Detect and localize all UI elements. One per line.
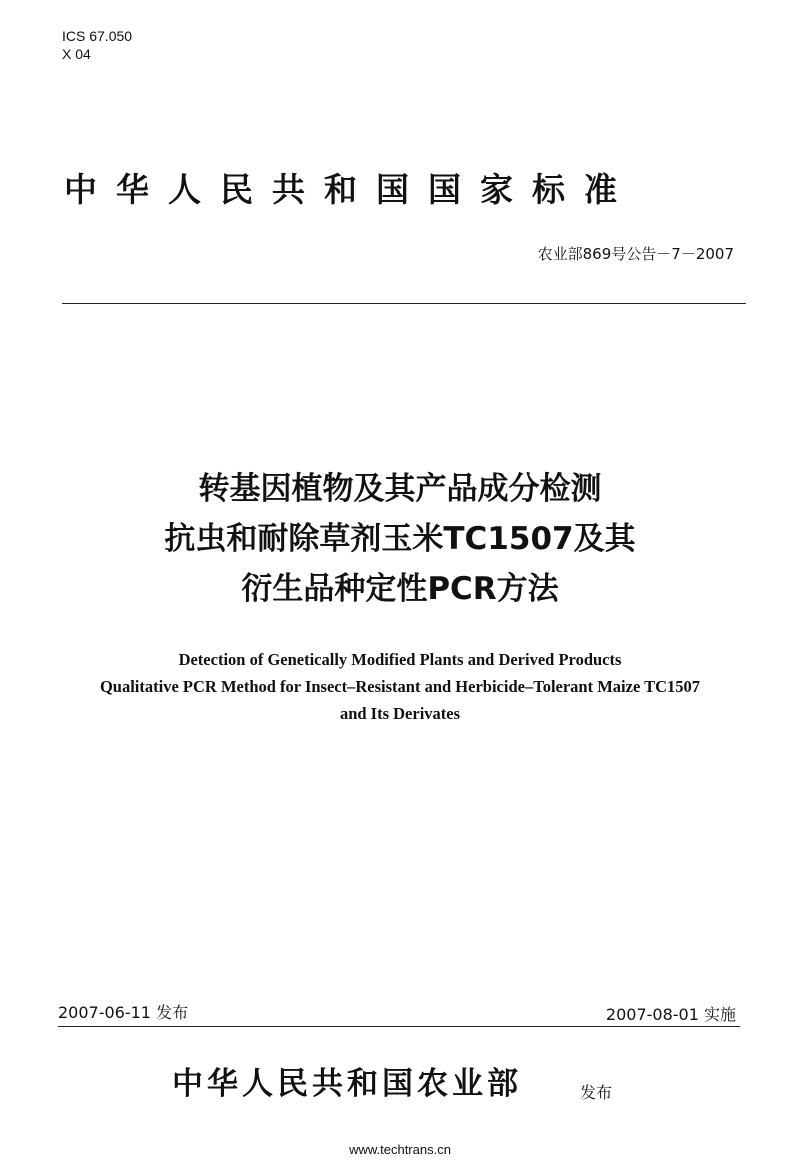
classification-codes — [62, 27, 132, 63]
english-title — [20, 646, 780, 727]
website-watermark: www.techtrans.cn — [349, 1142, 451, 1157]
chinese-title — [0, 464, 800, 614]
issue-label: 发布 — [580, 1083, 613, 1102]
chinese-title-line: 衍生品种定性PCR方法 — [241, 571, 559, 607]
english-title-line: Detection of Genetically Modified Plants and Derived Products — [178, 650, 622, 669]
issuing-authority: 中华人民共和国农业部 — [172, 1066, 522, 1102]
national-standard-heading: 中华人民共和国国家标准 — [64, 170, 636, 209]
english-title-line: and Its Derivates — [339, 704, 461, 723]
issue-date: 2007-06-11 发布 — [58, 1003, 189, 1022]
chinese-title-line: 抗虫和耐除草剂玉米TC1507及其 — [164, 521, 636, 557]
implementation-date: 2007-08-01 实施 — [605, 1005, 736, 1024]
footer-divider — [58, 1026, 740, 1027]
english-title-line: Qualitative PCR Method for Insect–Resistant and Herbicide–Tolerant Maize TC1507 — [99, 677, 701, 696]
chinese-title-line: 转基因植物及其产品成分检测 — [198, 471, 602, 507]
ccs-code: X 04 — [62, 46, 91, 62]
standard-number: 农业部869号公告－7－2007 — [537, 245, 734, 263]
ics-code: ICS 67.050 — [62, 28, 133, 44]
header-divider — [62, 303, 746, 304]
